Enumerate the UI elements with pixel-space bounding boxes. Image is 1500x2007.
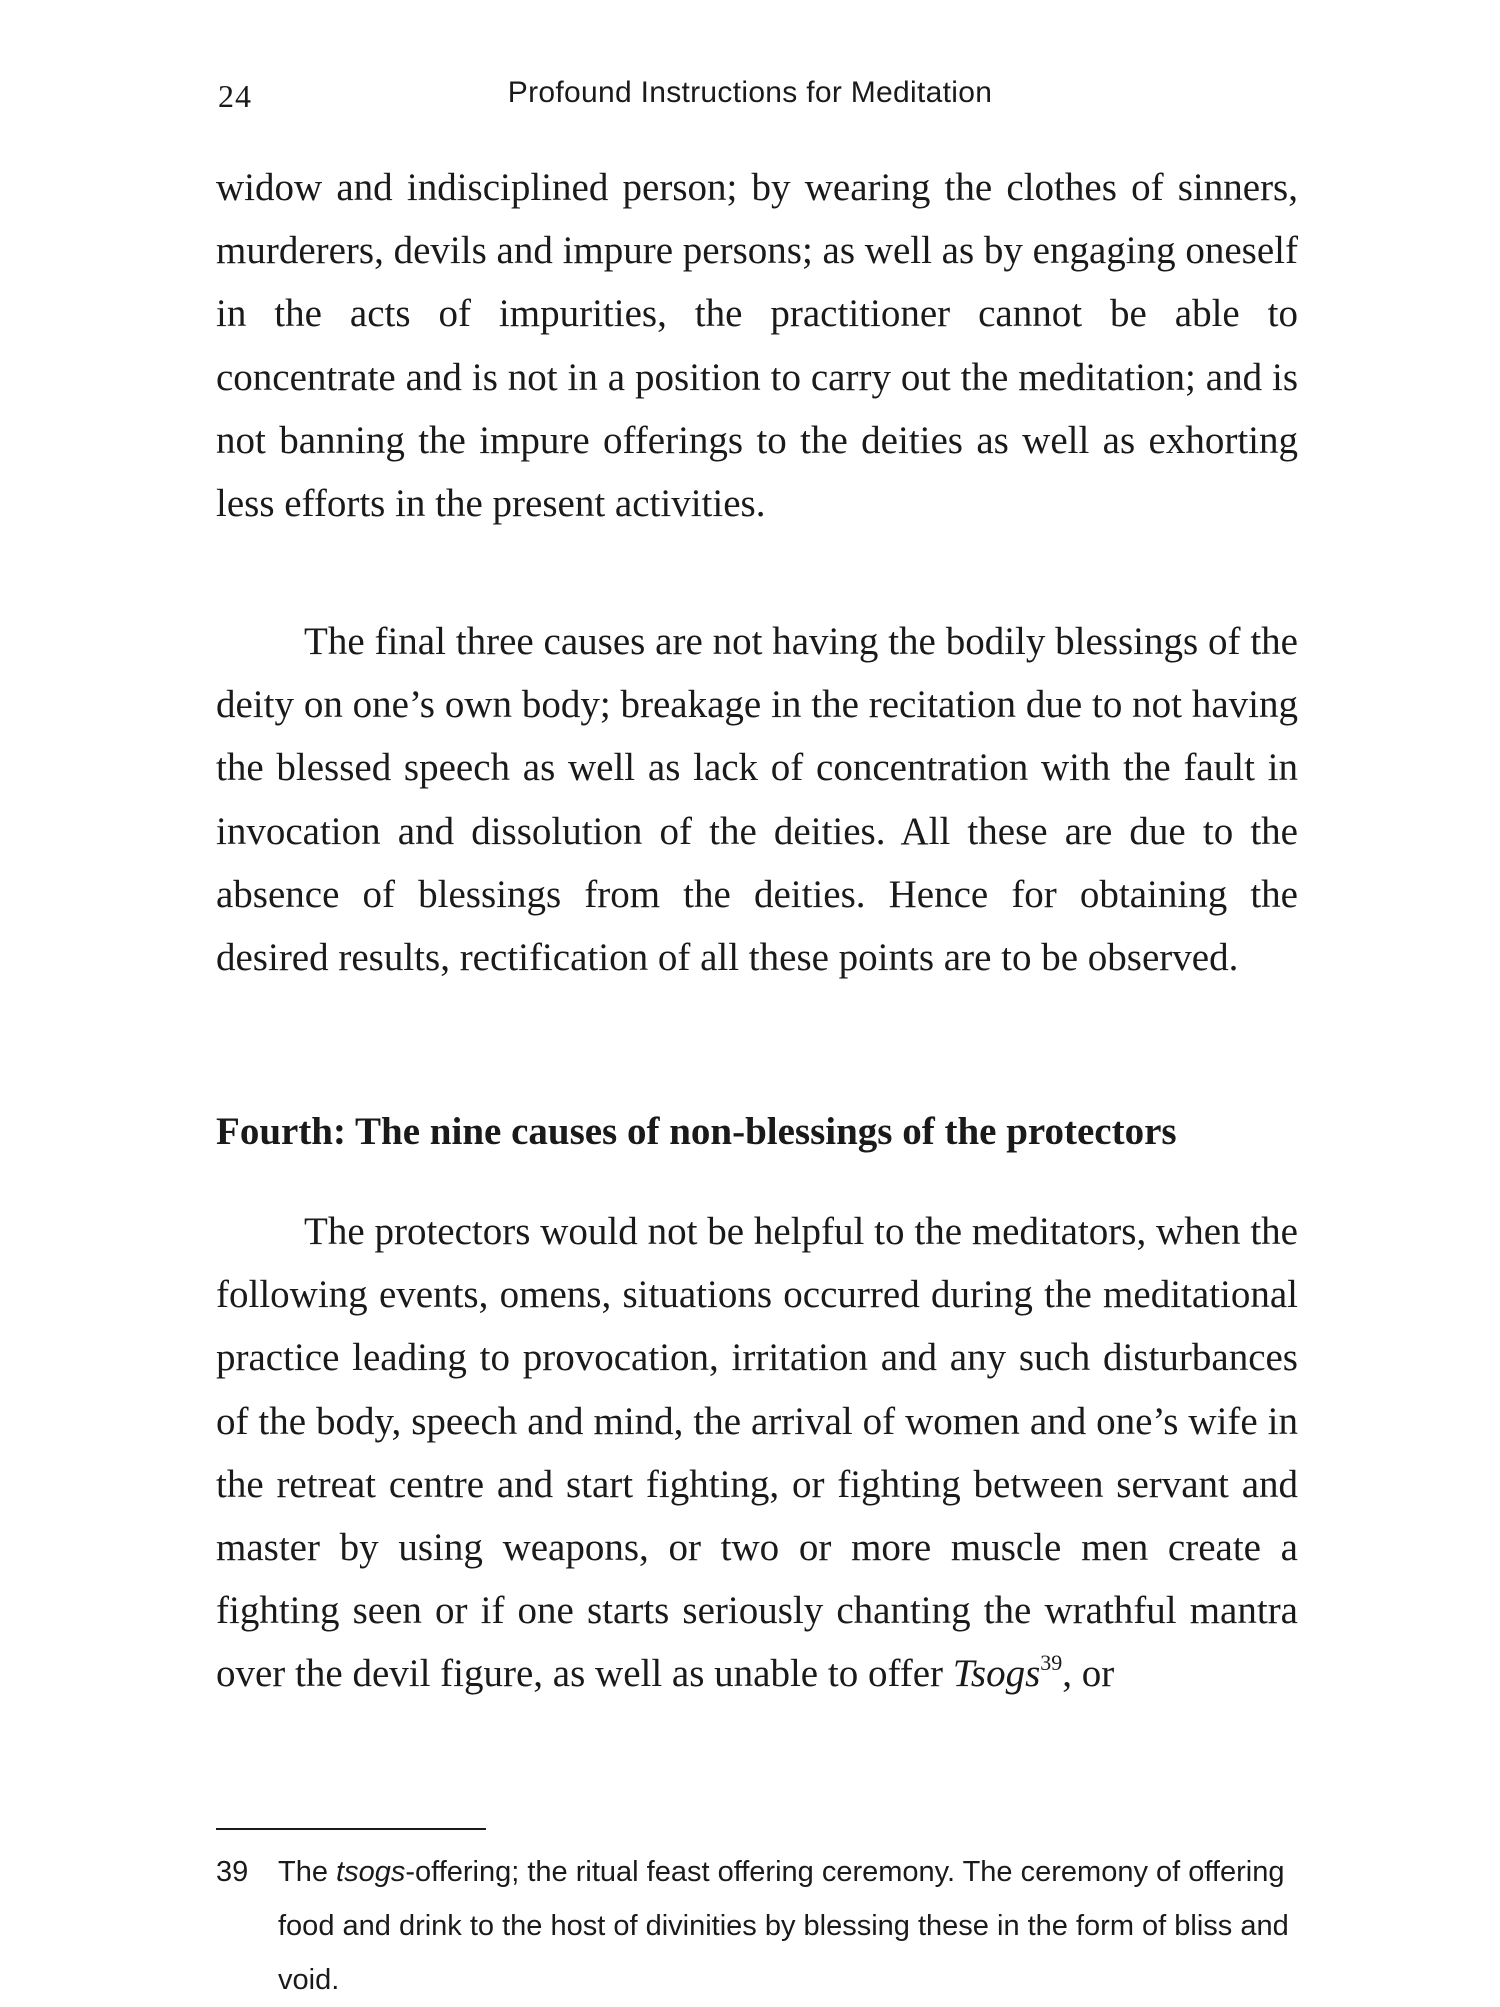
footnote-text-before: The [278,1856,328,1888]
footnote-text-after: -offering; the ritual feast offering ceremony. The ceremony of offering food and drink to the host of divinities by blessing these in the form of bliss and void. [278,1856,1289,1996]
section-heading: Fourth: The nine causes of non-blessings of the protectors [216,1110,1177,1153]
body-paragraph-2 [216,610,1298,989]
footnote-italic-term: tsogs [336,1856,406,1888]
footnote [216,1845,1298,2007]
running-title: Profound Instructions for Meditation [507,76,993,109]
paragraph-text: The final three causes are not having the bodily blessings of the deity on one’s own body; breakage in the recitation due to not having the blessed speech as well as lack of concentration with the fault in invocation and dissolution of the deities. All these are due to the absence of blessings from the deities. Hence for obtaining the desired results, rectification of all these points are to be observed. [216,620,1298,980]
body-paragraph-1 [216,156,1298,535]
footnote-reference[interactable]: 39 [1040,1650,1063,1676]
footnote-divider [216,1828,486,1830]
body-paragraph-3 [216,1200,1298,1706]
page-number: 24 [218,78,252,114]
paragraph-text: widow and indisciplined person; by wearing the clothes of sinners, murderers, devils and impure persons; as well as by engaging oneself in the acts of impurities, the practitioner cannot be able to concentrate and is not in a position to carry out the meditation; and is not banning the impure offerings to the deities as well as exhorting less efforts in the present activities. [216,166,1298,526]
footnote-number: 39 [216,1856,249,1888]
tsogs-term: Tsogs [952,1652,1041,1696]
paragraph-3-trailing: , or [1062,1652,1115,1696]
paragraph-text [216,1200,1298,1706]
paragraph-3-text: The protectors would not be helpful to the meditators, when the following events, omens, situations occurred during the meditational practice leading to provocation, irritation and any such disturbances of the body, speech and mind, the arrival of women and one’s wife in the retreat centre and start fighting, or fighting between servant and master by using weapons, or two or more muscle men create a fighting seen or if one starts seriously chanting the wrathful mantra over the devil figure, as well as unable to offer [216,1210,1298,1696]
